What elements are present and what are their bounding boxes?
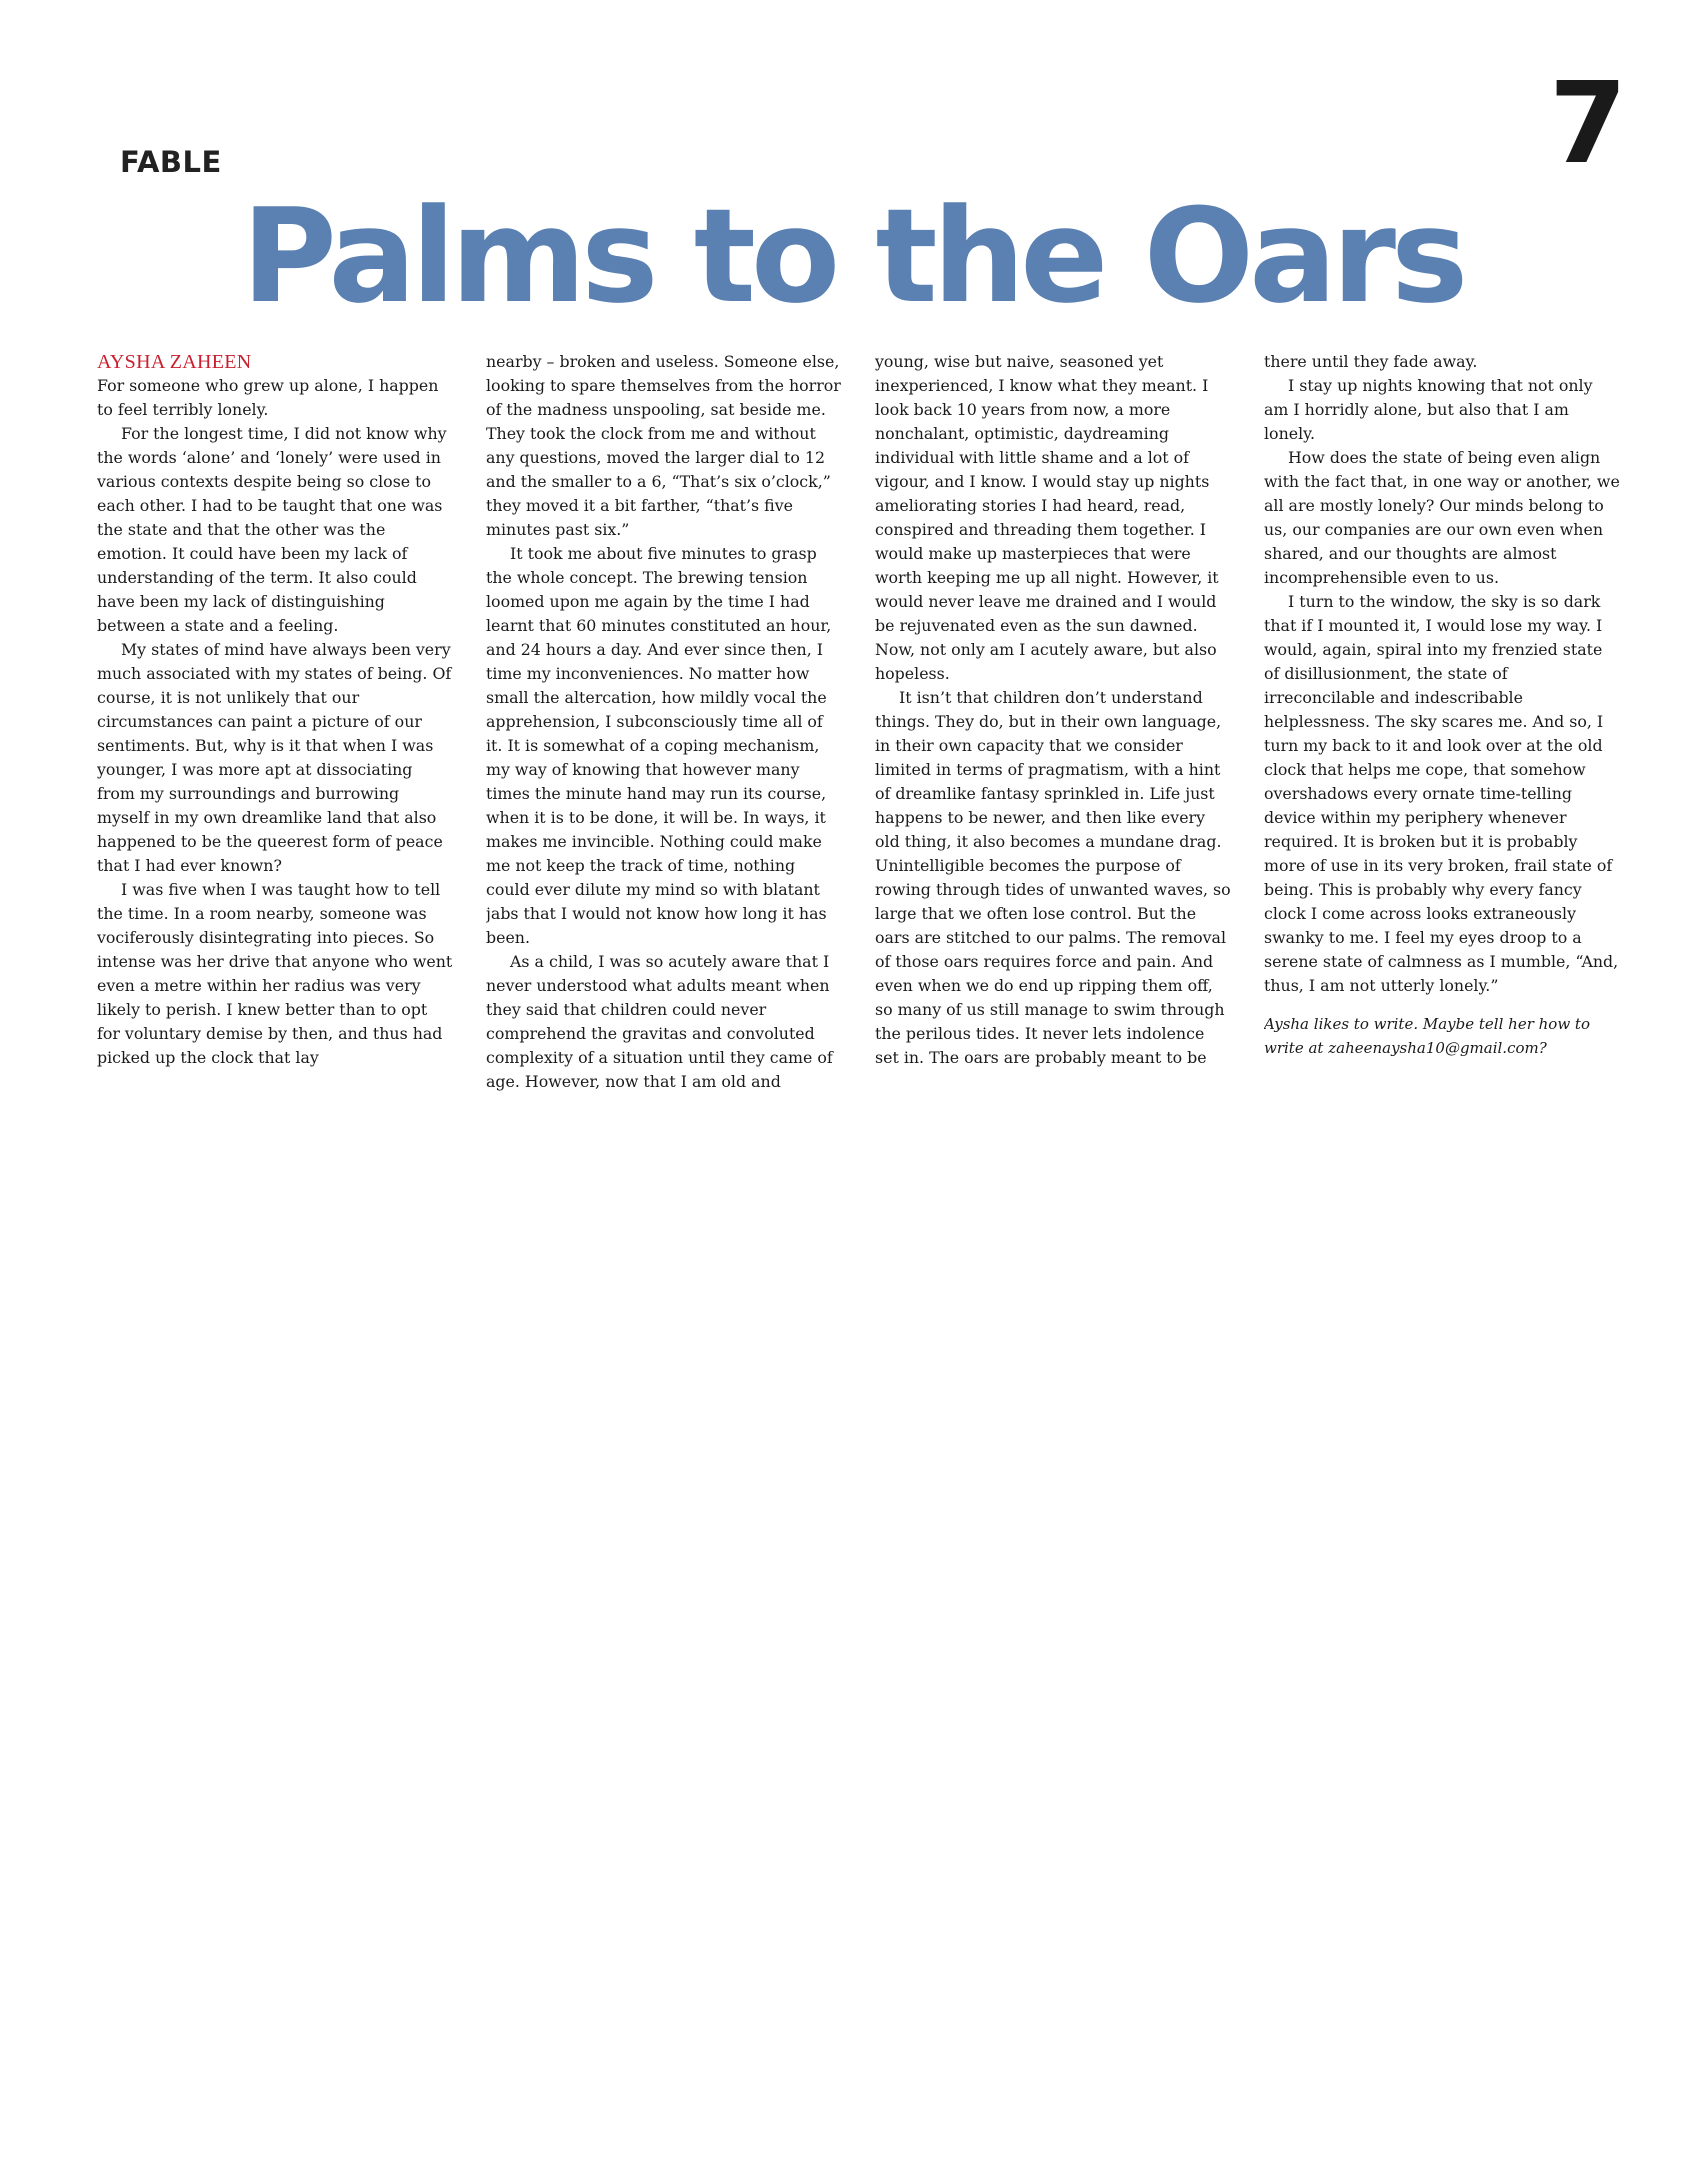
paragraph: How does the state of being even align with the fact that, in one way or another, we all are mostly lonely? Our minds belong to us, our companies are our own even when shared, and our thoughts are almost incomprehensible even to us. bbox=[1264, 448, 1620, 587]
column-3 bbox=[875, 350, 1232, 1100]
column-4 bbox=[1264, 350, 1621, 1100]
section-label: FABLE bbox=[120, 145, 222, 179]
article-headline: Palms to the Oars bbox=[241, 180, 1464, 332]
author-bio: Aysha likes to write. Maybe tell her how to write at zaheenaysha10@gmail.com? bbox=[1264, 1015, 1590, 1057]
article-body bbox=[97, 350, 1621, 1100]
column-2 bbox=[486, 350, 843, 1100]
paragraph: I stay up nights knowing that not only am I horridly alone, but also that I am lonely. bbox=[1264, 376, 1593, 443]
paragraph: there until they fade away. bbox=[1264, 352, 1478, 371]
paragraph: young, wise but naive, seasoned yet inexperienced, I know what they meant. I look back 10 years from now, a more nonchalant, optimistic, daydreaming individual with little shame and a lot of vigour, and I know. I would stay up nights ameliorating stories I had heard, read, conspired and threading them together. I would make up masterpieces that were worth keeping me up all night. However, it would never leave me drained and I would be rejuvenated even as the sun dawned. Now, not only am I acutely aware, but also hopeless. bbox=[875, 352, 1219, 683]
paragraph: For the longest time, I did not know why the words ‘alone’ and ‘lonely’ were used in various contexts despite being so close to each other. I had to be taught that one was the state and that the other was the emotion. It could have been my lack of understanding of the term. It also could have been my lack of distinguishing between a state and a feeling. bbox=[97, 424, 447, 635]
paragraph: My states of mind have always been very much associated with my states of being. Of course, it is not unlikely that our circumstances can paint a picture of our sentiments. But, why is it that when I was younger, I was more apt at dissociating from my surroundings and burrowing myself in my own dreamlike land that also happened to be the queerest form of peace that I had ever known? bbox=[97, 640, 452, 875]
paragraph: nearby – broken and useless. Someone else, looking to spare themselves from the horror of the madness unspooling, sat beside me. They took the clock from me and without any questions, moved the larger dial to 12 and the smaller to a 6, “That’s six o’clock,” they moved it a bit farther, “that’s five minutes past six.” bbox=[486, 352, 841, 539]
paragraph: As a child, I was so acutely aware that I never understood what adults meant when they said that children could never comprehend the gravitas and convoluted complexity of a situation until they came of age. However, now that I am old and bbox=[486, 952, 833, 1091]
column-1 bbox=[97, 350, 454, 1100]
paragraph: It isn’t that children don’t understand things. They do, but in their own language, in their own capacity that we consider limited in terms of pragmatism, with a hint of dreamlike fantasy sprinkled in. Life just happens to be newer, and then like every old thing, it also becomes a mundane drag. Unintelligible becomes the purpose of rowing through tides of unwanted waves, so large that we often lose control. But the oars are stitched to our palms. The removal of those oars requires force and pain. And even when we do end up ripping them off, so many of us still manage to swim through the perilous tides. It never lets indolence set in. The oars are probably meant to be bbox=[875, 688, 1231, 1067]
paragraph: It took me about five minutes to grasp the whole concept. The brewing tension loomed upon me again by the time I had learnt that 60 minutes constituted an hour, and 24 hours a day. And ever since then, I time my inconveniences. No matter how small the altercation, how mildly vocal the apprehension, I subconsciously time all of it. It is somewhat of a coping mechanism, my way of knowing that however many times the minute hand may run its course, when it is to be done, it will be. In ways, it makes me invincible. Nothing could make me not keep the track of time, nothing could ever dilute my mind so with blatant jabs that I would not know how long it has been. bbox=[486, 544, 832, 947]
byline: AYSHA ZAHEEN bbox=[97, 351, 252, 373]
paragraph: For someone who grew up alone, I happen to feel terribly lonely. bbox=[97, 376, 439, 419]
paragraph: I turn to the window, the sky is so dark that if I mounted it, I would lose my way. I would, again, spiral into my frenzied state of disillusionment, the state of irreconcilable and indescribable helplessness. The sky scares me. And so, I turn my back to it and look over at the old clock that helps me cope, that somehow overshadows every ornate time-telling device within my periphery whenever required. It is broken but it is probably more of use in its very broken, frail state of being. This is probably why every fancy clock I come across looks extraneously swanky to me. I feel my eyes droop to a serene state of calmness as I mumble, “And, thus, I am not utterly lonely.” bbox=[1264, 592, 1619, 995]
paragraph: I was five when I was taught how to tell the time. In a room nearby, someone was vociferously disintegrating into pieces. So intense was her drive that anyone who went even a metre within her radius was very likely to perish. I knew better than to opt for voluntary demise by then, and thus had picked up the clock that lay bbox=[97, 880, 453, 1067]
page-number: 7 bbox=[1549, 59, 1627, 189]
